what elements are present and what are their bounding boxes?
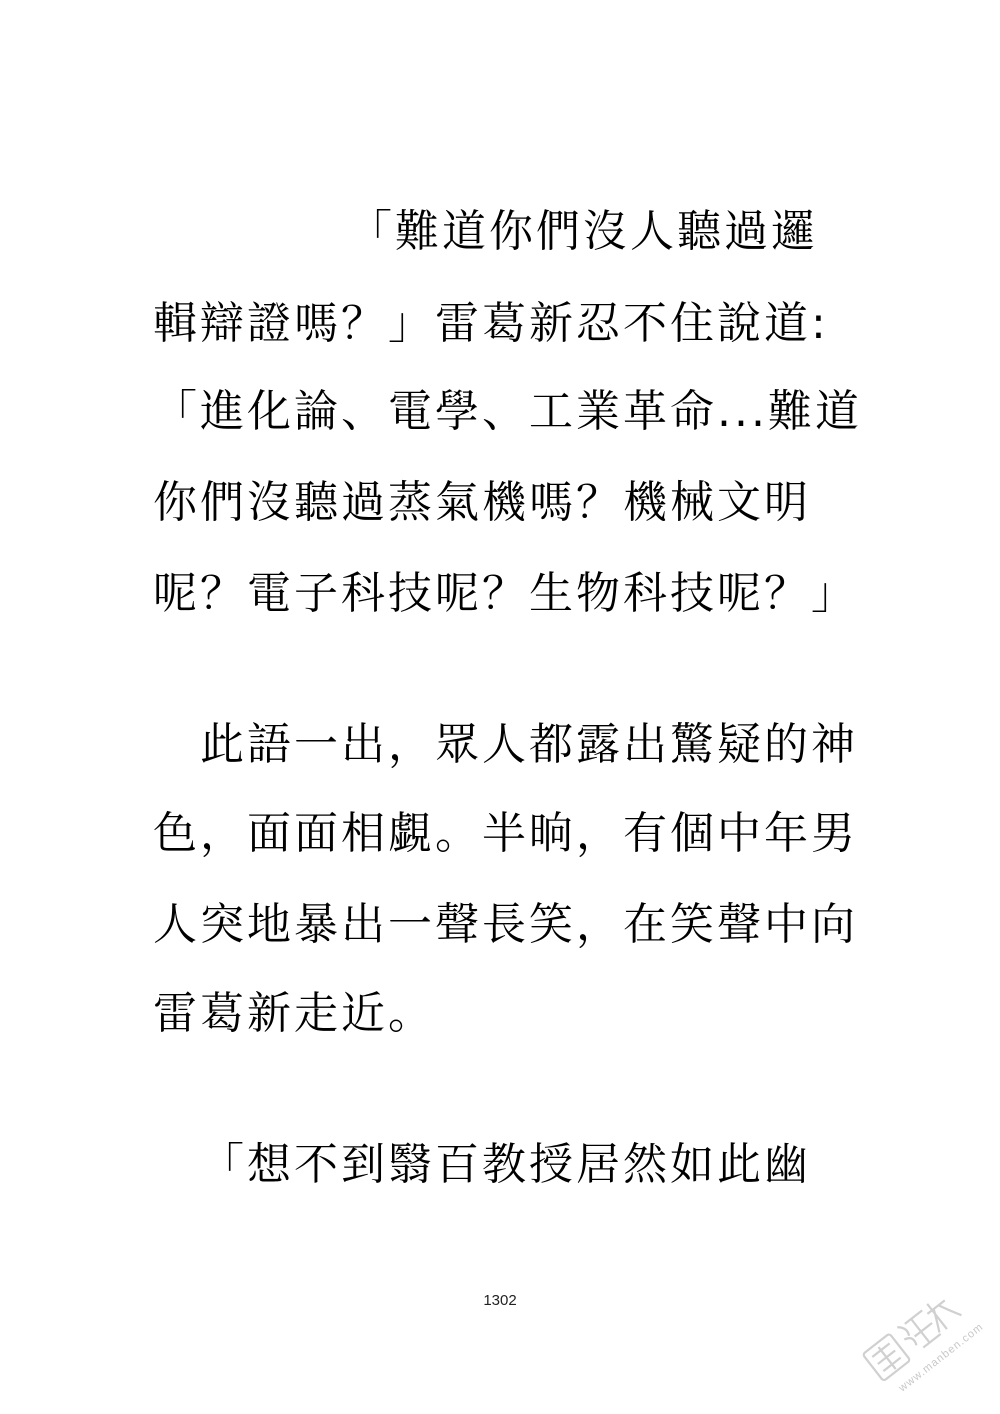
text-line: 雷葛新走近。: [153, 988, 435, 1039]
text-line: 此語一出，眾人都露出驚疑的神: [200, 719, 858, 770]
text-line: 呢？電子科技呢？生物科技呢？」: [153, 568, 858, 619]
svg-text:www.manben.com: www.manben.com: [896, 1320, 986, 1395]
text-line: 「進化論、電學、工業革命...難道: [153, 386, 862, 437]
text-line: 「想不到翳百教授居然如此幽: [200, 1139, 811, 1190]
text-line: 色，面面相覷。半晌，有個中年男: [153, 808, 858, 859]
text-line: 「難道你們沒人聽過邏: [348, 206, 818, 257]
text-line: 人突地暴出一聲長笑，在笑聲中向: [153, 899, 858, 950]
text-line: 輯辯證嗎？」雷葛新忍不住說道:: [153, 298, 829, 349]
page-number: 1302: [483, 1292, 517, 1309]
text-line: 你們沒聽過蒸氣機嗎？機械文明: [153, 477, 811, 528]
watermark-logo: [846, 1278, 996, 1408]
